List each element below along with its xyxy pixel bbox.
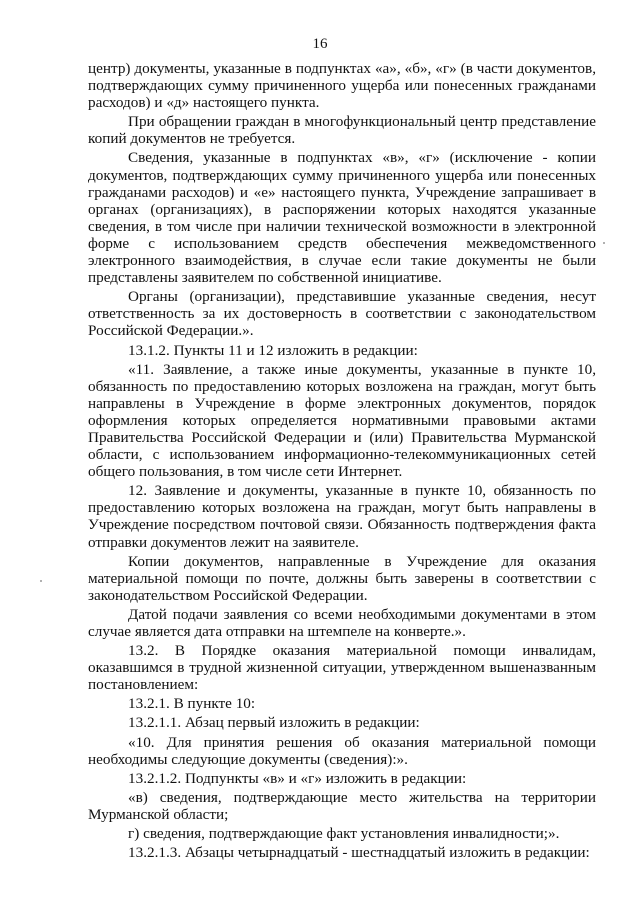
- paragraph-8: Копии документов, направленные в Учреждение для оказания материальной помощи по почте, должны быть заверены в соответствии с законодательством Российской Федерации.: [88, 552, 596, 604]
- paragraph-3: Сведения, указанные в подпунктах «в», «г» (исключение - копии документов, подтверждающих сумму причиненного ущерба или понесенных гражданами расходов) и «е» настоящего пункта, Учреждение запрашивает в органах (организациях), в распоряжении которых находятся указанные сведения, в том числе при наличии технической возможности в электронной форме с использованием средств обеспечения межведомственного электронного взаимодействия, в случае если такие документы не были представлены заявителем по собственной инициативе.: [88, 149, 596, 287]
- paragraph-16: г) сведения, подтверждающие факт установления инвалидности;».: [128, 825, 560, 843]
- paragraph-1: центр) документы, указанные в подпунктах «а», «б», «г» (в части документов, подтверждающих сумму причиненного ущерба или понесенных гражданами расходов) и «д» настоящего пункта.: [88, 60, 596, 112]
- paragraph-14: 13.2.1.2. Подпункты «в» и «г» изложить в редакции:: [128, 769, 467, 787]
- paragraph-9: Датой подачи заявления со всеми необходимыми документами в этом случае является дата отправки на штемпеле на конверте.».: [88, 605, 596, 640]
- paragraph-7: 12. Заявление и документы, указанные в пункте 10, обязанность по предоставлению которых возложена на граждан, могут быть направлены в Учреждение посредством почтовой связи. Обязанность подтверждения факта отправки документов лежит на заявителе.: [88, 482, 596, 551]
- paragraph-13: «10. Для принятия решения об оказания материальной помощи необходимы следующие документы (сведения):».: [88, 733, 596, 768]
- paragraph-6: «11. Заявление, а также иные документы, указанные в пункте 10, обязанность по предоставлению которых возложена на граждан, могут быть направлены в Учреждение в форме электронных документов, порядок оформления которых определяется нормативными правовыми актами Правительства Российской Федерации и (или) Правительства Мурманской области, с использованием информационно-телекоммуникационных сетей общего пользования, в том числе сети Интернет.: [88, 360, 596, 481]
- paragraph-2: При обращении граждан в многофункциональный центр представление копий документов не требуется.: [88, 113, 596, 148]
- paragraph-11: 13.2.1. В пункте 10:: [128, 695, 256, 713]
- paragraph-17: 13.2.1.3. Абзацы четырнадцатый - шестнадцатый изложить в редакции:: [128, 844, 590, 862]
- scan-speck: [40, 580, 42, 582]
- paragraph-4: Органы (организации), представившие указанные сведения, несут ответственность за их достоверность в соответствии с законодательством Российской Федерации.».: [88, 288, 596, 340]
- paragraph-15: «в) сведения, подтверждающие место жительства на территории Мурманской области;: [88, 788, 596, 823]
- scan-speck: [603, 242, 605, 244]
- page-number: 16: [312, 36, 328, 52]
- document-body: [88, 60, 596, 861]
- paragraph-10: 13.2. В Порядке оказания материальной помощи инвалидам, оказавшимся в трудной жизненной ситуации, утвержденном вышеназванным постановлением:: [88, 642, 596, 694]
- paragraph-5: 13.1.2. Пункты 11 и 12 изложить в редакции:: [128, 341, 418, 359]
- paragraph-12: 13.2.1.1. Абзац первый изложить в редакции:: [128, 714, 420, 732]
